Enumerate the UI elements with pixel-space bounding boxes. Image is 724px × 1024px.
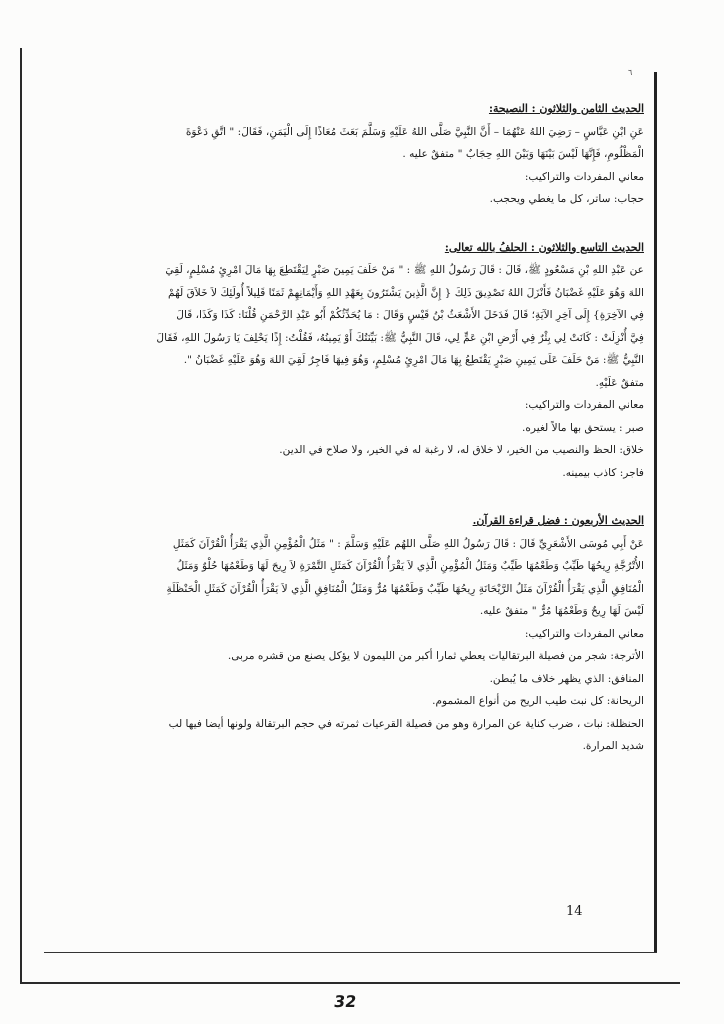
section-heading — [58, 510, 644, 533]
hadith-text-line: الأُتْرُجَّةِ رِيحُهَا طَيِّبٌ وَطَعْمُهَا طَيِّبٌ وَمَثَلُ الْمُؤْمِنِ الَّذِي لاَ يَقْرَأُ الْقُرْآنَ كَمَثَلِ التَّمْرَةِ لاَ رِيحَ لَهَا وَطَعْمُهَا حُلْوٌ وَمَثَلُ — [176, 560, 644, 572]
handwritten-page-number: 32 — [332, 992, 358, 1011]
hadith-text-line: فِيَّ أُنْزِلَتْ : كَانَتْ لِي بِئْرٌ فِي أَرْضِ ابْنِ عَمٍّ لِي، قَالَ النَّبِيُّ ﷺ: بَيِّنَتُكَ أَوْ يَمِينُهُ، فَقُلْتُ: إِذًا يَحْلِفَ يَا رَسُولَ اللهِ، فَقَالَ — [156, 331, 644, 344]
page-number: 14 — [566, 904, 583, 919]
hadith-text-line: الْمُنَافِقِ الَّذِي يَقْرَأُ الْقُرْآنَ مَثَلُ الرَّيْحَانَةِ رِيحُهَا طَيِّبٌ وَطَعْمُهَا مُرٌّ وَمَثَلُ الْمُنَافِقِ الَّذِي لاَ يَقْرَأُ الْقُرْآنَ كَمَثَلِ الْحَنْظَلَةِ — [166, 582, 644, 595]
vocab-entry: المنافق: الذي يظهر خلاف ما يُبطن. — [489, 672, 644, 685]
vocab-entry: الأترجة: شجر من فصيلة البرتقاليات يعطي ثمارا أكبر من الليمون لا يؤكل يصنع من قشره مربى. — [227, 650, 644, 662]
vocab-entry: صبر : يستحق بها مالاً لغيره. — [521, 421, 644, 434]
vocab-title: معاني المفردات والتراكيب: — [524, 627, 644, 640]
vocab-title: معاني المفردات والتراكيب: — [524, 170, 644, 183]
outer-frame-left-border — [20, 48, 22, 984]
hadith-heading: الحديث التاسع والثلاثون : الحلفُ بالله تعالى: — [444, 240, 644, 254]
hadith-text-line: عن عَبْدِ اللهِ بْنِ مَسْعُودٍ ﷺ، قَالَ : قَالَ رَسُولُ اللهِ ﷺ : " مَنْ حَلَفَ يَمِينَ صَبْرٍ لِيَقْتَطِعَ بِهَا مَالَ امْرِئٍ مُسْلِمٍ، لَقِيَ — [165, 264, 644, 276]
hadith-text-line: اللهَ وَهُوَ عَلَيْهِ غَضْبَانُ فَأَنْزَلَ اللهُ تَصْدِيقَ ذَلِكَ { إِنَّ الَّذِينَ يَشْتَرُونَ بِعَهْدِ اللهِ وَأَيْمَانِهِمْ ثَمَنًا قَلِيلاً أُولَئِكَ لاَ خَلاَقَ لَهُمْ — [168, 286, 644, 299]
hadith-text-line: فِي الآخِرَةِ} إِلَى آخِرِ الآيَةِ؛ قَالَ فَدَخَلَ الأَشْعَثُ بْنُ قَيْسٍ وَقَالَ : مَا يُحَدِّثُكُمْ أَبُو عَبْدِ الرَّحْمَنِ قُلْنَا: كَذَا وَكَذَا، قَالَ — [176, 309, 644, 321]
outer-frame-bottom-border — [20, 982, 680, 984]
hadith-section-39 — [58, 237, 644, 485]
page-content — [58, 98, 644, 784]
vocab-entry: الريحانة: كل نبت طيب الريح من أنواع المشموم. — [432, 695, 644, 707]
hadith-text-line: عَنِ ابْنِ عَبَّاسٍ – رَضِيَ اللهُ عَنْهُمَا – أَنَّ النَّبِيَّ صَلَّى اللهُ عَلَيْهِ وَسَلَّمَ بَعَثَ مُعَاذًا إِلَى الْيَمَنِ، فَقَالَ: " اتَّقِ دَعْوَةَ — [185, 125, 644, 138]
hadith-heading: الحديث الثامن والثلاثون : النصيحة: — [488, 102, 644, 115]
vocab-entry: الحنظلة: نبات ، ضرب كناية عن المرارة وهو من فصيلة القرعيات ثمرته في حجم البرتقالة ولونها أيضا فيها لب — [168, 717, 644, 730]
section-heading — [58, 237, 644, 260]
hadith-text-line: لَيْسَ لَهَا رِيحٌ وَطَعْمُهَا مُرٌّ " متفقٌ عليه. — [479, 605, 644, 617]
hadith-text-line: النَّبِيُّ ﷺ: مَنْ حَلَفَ عَلَى يَمِينِ صَبْرٍ يَقْتَطِعُ بِهَا مَالَ امْرِئٍ مُسْلِمٍ، وَهُوَ فِيهَا فَاجِرٌ لَقِيَ اللهَ وَهُوَ عَلَيْهِ غَضْبَانُ ". — [183, 354, 644, 366]
vocab-entry: شديد المرارة. — [582, 740, 644, 752]
section-heading — [58, 98, 644, 121]
vocab-entry: حجاب: ساتر، كل ما يغطي ويحجب. — [489, 193, 644, 205]
hadith-heading: الحديث الأربعون : فضل قراءة القرآن. — [472, 514, 644, 527]
corner-mark: ٦ — [628, 68, 633, 77]
hadith-section-38 — [58, 98, 644, 211]
vocab-title: معاني المفردات والتراكيب: — [524, 399, 644, 411]
vocab-entry: فاجر: كاذب بيمينه. — [562, 466, 644, 479]
inner-frame-right-border — [654, 72, 657, 952]
vocab-entry: خلاق: الحظ والنصيب من الخير، لا خلاق له، لا رغبة له في الخير، ولا صلاح في الدين. — [279, 444, 644, 456]
hadith-text-line: متفقٌ عَلَيْهِ. — [595, 376, 644, 389]
hadith-section-40 — [58, 510, 644, 758]
hadith-text-line: الْمَظْلُومِ، فَإِنَّهَا لَيْسَ بَيْنَهَا وَبَيْنَ اللهِ حِجَابٌ " متفقٌ عليه . — [402, 148, 644, 160]
hadith-text-line: عَنْ أَبِي مُوسَى الأَشْعَرِيِّ قَالَ : قَالَ رَسُولُ اللهِ صَلَّى اللهُم عَلَيْهِ وَسَلَّمَ : " مَثَلُ الْمُؤْمِنِ الَّذِي يَقْرَأُ الْقُرْآنَ كَمَثَلِ — [172, 537, 644, 550]
